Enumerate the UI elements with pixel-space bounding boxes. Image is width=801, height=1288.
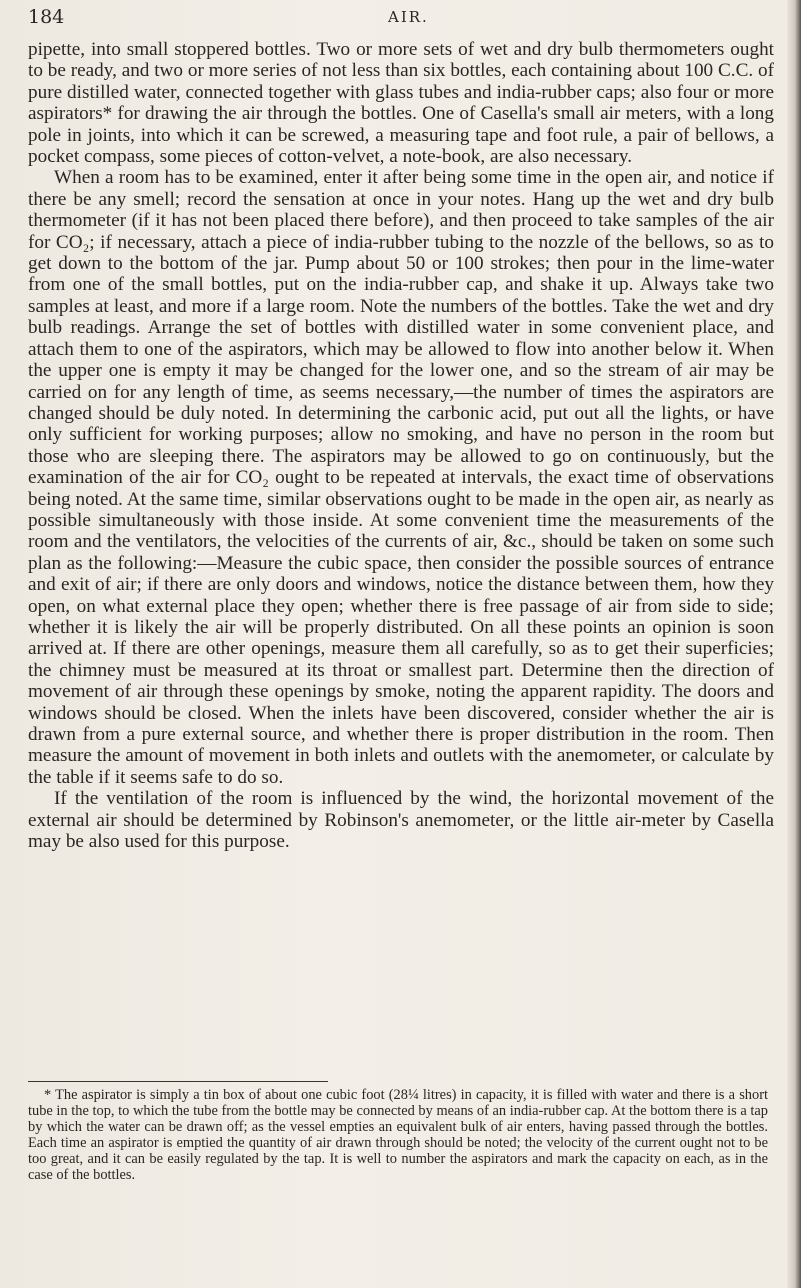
paragraph-wind-ventilation: If the ventilation of the room is influenced by the wind, the horizontal movement of the external air should be determined by Robinson's anemometer, or the little air-meter by Casella may be also used for this purpose. [28, 788, 774, 853]
page-edge-shadow [787, 0, 801, 1288]
footnote-aspirator: * The aspirator is simply a tin box of about one cubic foot (28¼ litres) in capacity, it is filled with water and there is a short tube in the top, to which the tube from the bottle may be connected by means of an india-rubber cap. At the bottom there is a tap by which the water can be drawn off; as the vessel empties an equivalent bulk of air enters, having passed through the bottles. Each time an aspirator is emptied the quantity of air drawn through should be noted; the velocity of the current ought not to be too great, and it can be easily regulated by the tap. It is well to number the aspirators and mark the capacity on each, as in the case of the bottles. [28, 1087, 768, 1183]
body-text [28, 39, 774, 852]
footnote-rule [28, 1081, 328, 1082]
paragraph-room-examination: When a room has to be examined, enter it after being some time in the open air, and notice if there be any smell; record the sensation at once in your notes. Hang up the wet and dry bulb thermometer (if it has not been placed there before), and then proceed to take samples of the air for CO₂; if necessary, attach a piece of india-rubber tubing to the nozzle of the bellows, so as to get down to the bottom of the jar. Pump about 50 or 100 strokes; then pour in the lime-water from one of the small bottles, put on the india-rubber cap, and shake it up. Always take two samples at least, and more if a large room. Note the numbers of the bottles. Take the wet and dry bulb readings. Arrange the set of bottles with distilled water in some convenient place, and attach them to one of the aspirators, which may be allowed to flow into another below it. When the upper one is empty it may be changed for the lower one, and so the stream of air may be carried on for any length of time, as seems necessary,—the number of times the aspirators are changed should be duly noted. In determining the carbonic acid, put out all the lights, or have only sufficient for working purposes; allow no smoking, and have no person in the room but those who are sleeping there. The aspirators may be allowed to go on continuously, but the examination of the air for CO₂ ought to be repeated at intervals, the exact time of observations being noted. At the same time, similar observations ought to be made in the open air, as nearly as possible simultaneously with those inside. At some convenient time the measurements of the room and the ventilators, the velocities of the currents of air, &c., should be taken on some such plan as the following:—Measure the cubic space, then consider the possible sources of entrance and exit of air; if there are only doors and windows, notice the distance between them, how they open, on what external place they open; whether there is free passage of air from side to side; whether it is likely the air will be properly distributed. On all these points an opinion is soon arrived at. If there are other openings, measure them all carefully, so as to get their superficies; the chimney must be measured at its throat or smallest part. Determine then the direction of movement of air through these openings by smoke, noting the apparent rapidity. The doors and windows should be closed. When the inlets have been discovered, consider whether the air is drawn from a pure external source, and whether there is proper distribution in the room. Then measure the amount of movement in both inlets and outlets with the anemometer, or calculate by the table if it seems safe to do so. [28, 167, 774, 788]
page-number: 184 [28, 6, 65, 28]
running-head: AIR. [388, 8, 429, 26]
paragraph-equipment: pipette, into small stoppered bottles. Two or more sets of wet and dry bulb thermometers ought to be ready, and two or more series of not less than six bottles, each containing about 100 C.C. of pure distilled water, connected together with glass tubes and india-rubber caps; also four or more aspirators* for drawing the air through the bottles. One of Casella's small air meters, with a long pole in joints, into which it can be screwed, a measuring tape and foot rule, a pair of bellows, a pocket compass, some pieces of cotton-velvet, a note-book, are also necessary. [28, 39, 774, 168]
page-header [28, 6, 768, 34]
